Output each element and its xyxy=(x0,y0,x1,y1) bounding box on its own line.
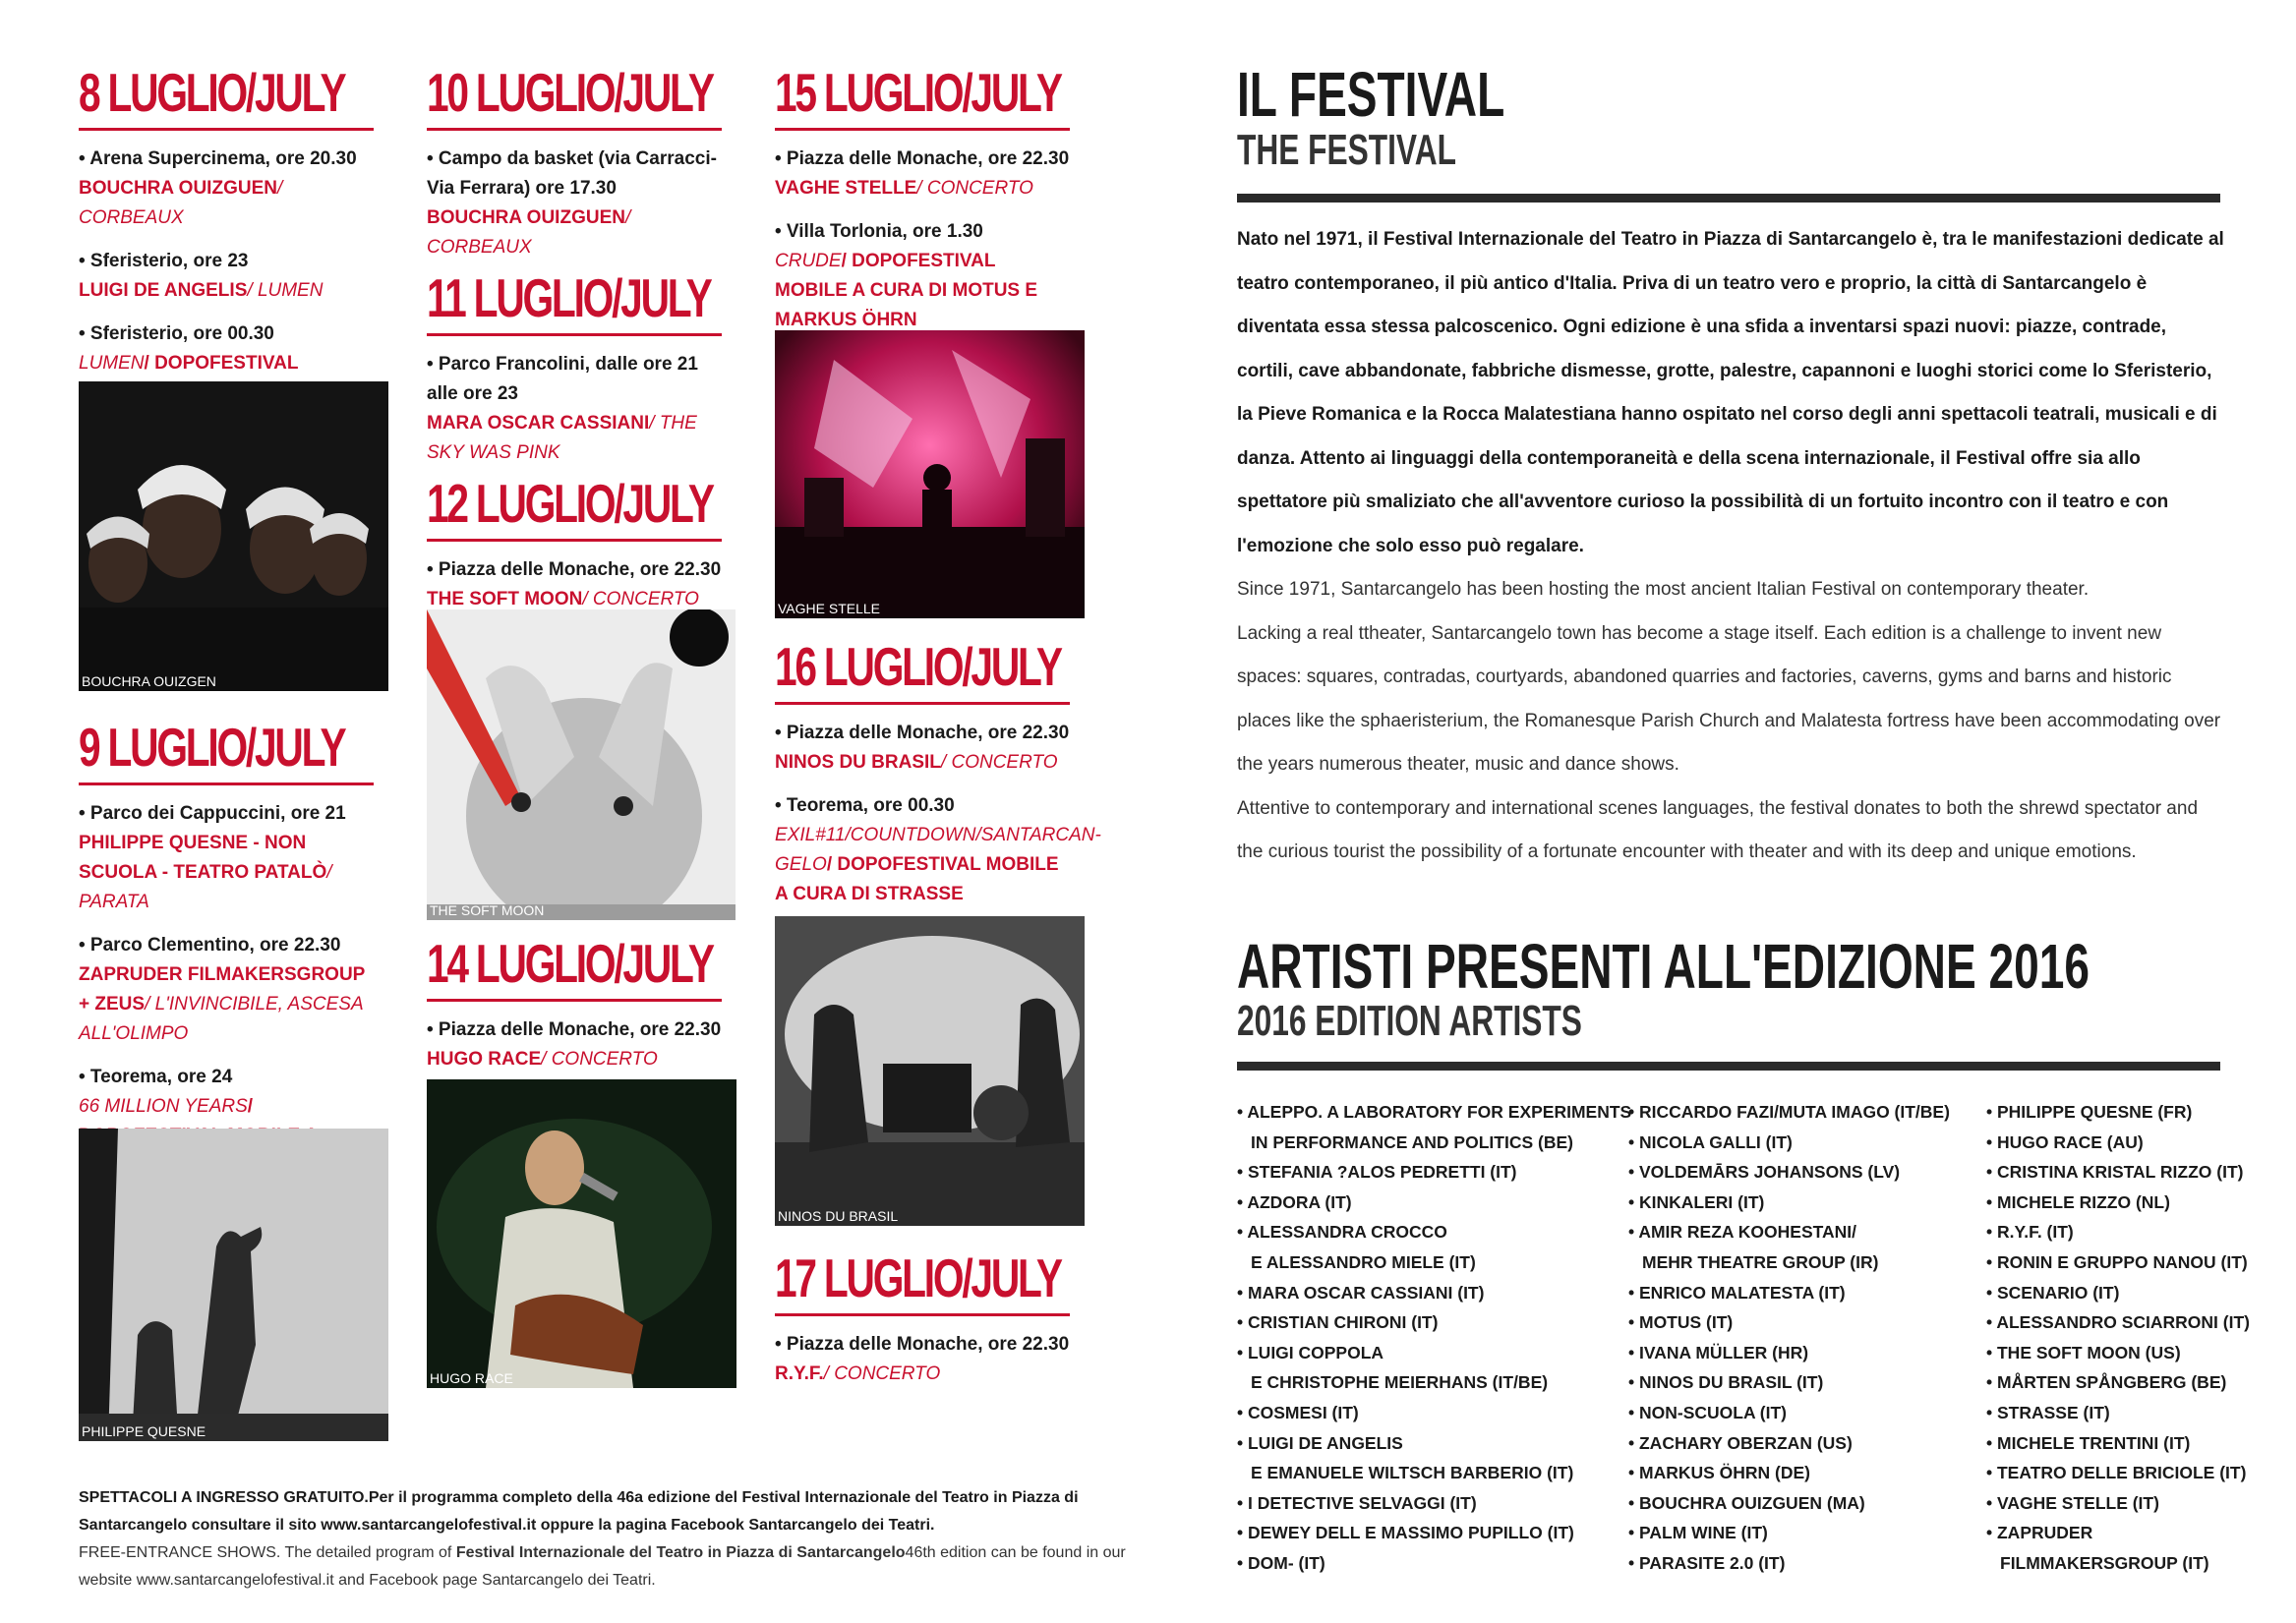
date-divider xyxy=(775,1313,1070,1316)
event-genre: THE SKY WAS PINK xyxy=(427,413,697,463)
event-separator: / xyxy=(940,752,952,773)
program-column-3 xyxy=(775,61,1070,349)
event-place: • Sferisterio, ore 23 xyxy=(79,251,249,271)
photo-vaghe-stelle xyxy=(775,330,1085,618)
artist-item: • I DETECTIVE SELVAGGI (IT) xyxy=(1237,1492,1477,1513)
photo-hands-face xyxy=(427,609,736,920)
day-block-11 xyxy=(427,266,722,468)
event-genre: CONCERTO xyxy=(834,1363,941,1384)
event-artist: VAGHE STELLE xyxy=(775,178,917,199)
date-heading: 8 LUGLIO/JULY xyxy=(79,62,345,123)
photo-bouchra-ouizguen xyxy=(79,381,388,691)
event-item xyxy=(79,799,374,917)
photo-caption: PHILIPPE QUESNE xyxy=(82,1423,206,1439)
artist-item: • KINKALERI (IT) xyxy=(1628,1191,1765,1212)
artist-item: • CRISTIAN CHIRONI (IT) xyxy=(1237,1312,1439,1333)
artists-header xyxy=(1237,931,2296,1045)
festival-text xyxy=(1237,218,2225,875)
event-artist: NINOS DU BRASIL xyxy=(775,752,941,773)
event-artist: / DOPOFESTIVAL MOBILE A CURA DI MOTUS E MARKUS ÖHRN xyxy=(775,251,1038,330)
artist-item: • DOM- (IT) xyxy=(1237,1552,1325,1573)
event-genre: CONCERTO xyxy=(592,589,699,609)
artist-item: • VOLDEMĀRS JOHANSONS (LV) xyxy=(1628,1162,1901,1183)
event-item xyxy=(79,145,374,233)
artist-item: • NINOS DU BRASIL (IT) xyxy=(1628,1372,1824,1393)
artist-item: • SCENARIO (IT) xyxy=(1986,1282,2120,1303)
event-genre: CONCERTO xyxy=(926,178,1033,199)
event-genre: LUMEN xyxy=(257,280,324,301)
artist-item: • STRASSE (IT) xyxy=(1986,1402,2110,1422)
event-item xyxy=(775,145,1070,203)
event-item xyxy=(775,791,1101,909)
day-block-15 xyxy=(775,61,1070,335)
artist-item: • PHILIPPE QUESNE (FR) xyxy=(1986,1102,2193,1122)
day-block-16 xyxy=(775,635,1101,909)
event-separator: / xyxy=(247,280,258,301)
event-separator: / xyxy=(649,413,660,434)
event-genre: PARATA xyxy=(79,892,149,912)
artists-subtitle: 2016 EDITION ARTISTS xyxy=(1237,997,1582,1045)
event-place: • Piazza delle Monache, ore 22.30 xyxy=(775,148,1070,169)
day-block-12 xyxy=(427,472,722,614)
event-artist: BOUCHRA OUIZGUEN xyxy=(427,207,625,228)
footer-en-rest: 46th edition can be found in our website www.santarcangelofestival.it and Facebook page Santarcangelo dei Teatri. xyxy=(79,1544,1126,1589)
event-artist: THE SOFT MOON xyxy=(427,589,583,609)
festival-header xyxy=(1237,61,1609,173)
photo-singer-guitar xyxy=(427,1079,736,1388)
artist-item: • ZACHARY OBERZAN (US) xyxy=(1628,1432,1853,1453)
artist-item: • MARA OSCAR CASSIANI (IT) xyxy=(1237,1282,1485,1303)
photo-drummers-stage xyxy=(775,916,1085,1226)
artists-divider xyxy=(1237,1062,2220,1071)
event-place: • Campo da basket (via Carracci-Via Ferrara) ore 17.30 xyxy=(427,148,717,199)
artist-item: • STEFANIA ?ALOS PEDRETTI (IT) xyxy=(1237,1162,1517,1183)
photo-caption: VAGHE STELLE xyxy=(778,601,881,616)
event-place: • Piazza delle Monache, ore 22.30 xyxy=(775,1334,1070,1355)
artist-item: • VAGHE STELLE (IT) xyxy=(1986,1492,2159,1513)
festival-text-en-2: Lacking a real ttheater, Santarcangelo town has become a stage itself. Each edition is a challenge to invent new spaces: squares, contradas, courtyards, abandoned quarries and factories, caverns, gyms and barns and historic places like the sphaeristerium, the Romanesque Parish Church and Malatesta fortress have been accommodating over the years numerous theater, music and dance shows. xyxy=(1237,622,2221,775)
date-divider xyxy=(79,783,374,785)
event-artist: HUGO RACE xyxy=(427,1049,542,1070)
artists-title: ARTISTI PRESENTI ALL'EDIZIONE 2016 xyxy=(1237,931,2090,1002)
footer-it-bold: SPETTACOLI A INGRESSO GRATUITO. xyxy=(79,1489,369,1506)
date-heading: 16 LUGLIO/JULY xyxy=(775,636,1061,697)
artist-item: • MÅRTEN SPÅNGBERG (BE) xyxy=(1986,1372,2227,1393)
festival-text-it: Nato nel 1971, il Festival Internazionale del Teatro in Piazza di Santarcangelo è, tra le manifestazioni dedicate al teatro contemporaneo, il più antico d'Italia. Priva di un teatro vero e proprio, la città di Santarcangelo è diventata essa stessa palcoscenico. Ogni edizione è una sfida a inventarsi spazi nuovi: piazze, contrade, cortili, cave abbandonate, fabbriche dismesse, grotte, palestre, capannoni e luoghi storici come lo Sferisterio, la Pieve Romanica e la Rocca Malatestiana hanno ospitato nel corso degli anni spettacoli teatrali, musicali e di danza. Attento ai linguaggi della contemporaneità e della scena internazionale, il Festival offre sia allo spettatore più smaliziato che all'avventore curioso la possibilità di un fortuito incontro con il teatro e con l'emozione che solo esso può regalare. xyxy=(1237,229,2224,556)
event-item xyxy=(775,719,1070,778)
artist-item: • LUIGI COPPOLA xyxy=(1237,1342,1384,1362)
event-place: • Sferisterio, ore 00.30 xyxy=(79,323,274,344)
date-heading: 12 LUGLIO/JULY xyxy=(427,473,713,534)
artist-item: • THE SOFT MOON (US) xyxy=(1986,1342,2181,1362)
event-genre: 66 MILLION YEARS xyxy=(79,1096,248,1117)
date-divider xyxy=(427,128,722,131)
artist-item: • PALM WINE (IT) xyxy=(1628,1523,1768,1543)
date-divider xyxy=(775,128,1070,131)
date-heading: 14 LUGLIO/JULY xyxy=(427,933,713,994)
event-genre: CORBEAUX xyxy=(79,207,184,228)
event-separator: / xyxy=(582,589,593,609)
event-separator: / xyxy=(916,178,927,199)
event-separator: / xyxy=(145,994,155,1014)
artist-item: E CHRISTOPHE MEIERHANS (IT/BE) xyxy=(1251,1372,1549,1393)
program-column-3-c xyxy=(775,1246,1070,1403)
event-place: • Piazza delle Monache, ore 22.30 xyxy=(427,559,722,580)
photo-caption: THE SOFT MOON xyxy=(430,902,545,918)
festival-subtitle: THE FESTIVAL xyxy=(1237,126,1456,174)
event-item xyxy=(427,145,722,262)
event-separator: / xyxy=(823,1363,835,1384)
artist-item: E ALESSANDRO MIELE (IT) xyxy=(1251,1251,1476,1272)
photo-hugo-race xyxy=(427,1079,736,1388)
event-place: • Parco dei Cappuccini, ore 21 xyxy=(79,803,346,824)
event-place: • Teorema, ore 24 xyxy=(79,1067,233,1087)
artists-list-col-1 xyxy=(1237,1097,1631,1579)
event-artist: / DOPOFESTIVAL MOBILE A CURA DI STRASSE xyxy=(775,854,1059,904)
artist-item: FILMMAKERSGROUP (IT) xyxy=(2000,1552,2209,1573)
footer-it xyxy=(79,1484,1141,1539)
photo-caption: BOUCHRA OUIZGEN xyxy=(82,673,216,689)
artist-item: E EMANUELE WILTSCH BARBERIO (IT) xyxy=(1251,1463,1574,1483)
artist-item: • IVANA MÜLLER (HR) xyxy=(1628,1342,1809,1362)
artist-item: • ALESSANDRO SCIARRONI (IT) xyxy=(1986,1312,2250,1333)
event-place: • Arena Supercinema, ore 20.30 xyxy=(79,148,357,169)
artist-item: • RONIN E GRUPPO NANOU (IT) xyxy=(1986,1251,2248,1272)
footer-note xyxy=(79,1484,1141,1594)
photo-stage-lights xyxy=(775,330,1085,618)
artist-item: • HUGO RACE (AU) xyxy=(1986,1131,2144,1152)
program-column-2 xyxy=(427,61,722,628)
event-item xyxy=(775,217,1070,335)
event-item xyxy=(427,1015,722,1074)
event-separator: / xyxy=(276,178,283,199)
event-artist: BOUCHRA OUIZGUEN xyxy=(79,178,277,199)
event-artist: ZAPRUDER FILMAKERSGROUP + ZEUS xyxy=(79,964,365,1014)
artist-item: • LUIGI DE ANGELIS xyxy=(1237,1432,1403,1453)
event-genre: CONCERTO xyxy=(951,752,1058,773)
event-item xyxy=(775,1330,1070,1389)
event-place: • Teorema, ore 00.30 xyxy=(775,795,955,816)
artist-item: IN PERFORMANCE AND POLITICS (BE) xyxy=(1251,1131,1573,1152)
program-column-3-b xyxy=(775,635,1101,923)
event-artist: / DOPOFESTIVAL xyxy=(144,353,299,374)
footer-en-pre: FREE-ENTRANCE SHOWS. The detailed program of xyxy=(79,1544,456,1561)
artist-item: • CRISTINA KRISTAL RIZZO (IT) xyxy=(1986,1162,2244,1183)
date-divider xyxy=(427,999,722,1002)
artist-item: • MOTUS (IT) xyxy=(1628,1312,1734,1333)
event-genre: L'INVINCIBILE, ASCESA ALL'OLIMPO xyxy=(79,994,363,1044)
date-heading: 15 LUGLIO/JULY xyxy=(775,62,1061,123)
event-genre: CRUDE xyxy=(775,251,842,271)
artist-item: • AZDORA (IT) xyxy=(1237,1191,1352,1212)
artist-item: • TEATRO DELLE BRICIOLE (IT) xyxy=(1986,1463,2247,1483)
date-divider xyxy=(775,702,1070,705)
date-heading: 10 LUGLIO/JULY xyxy=(427,62,713,123)
event-place: • Parco Francolini, dalle ore 21 alle ore 23 xyxy=(427,354,698,404)
artist-item: • NON-SCUOLA (IT) xyxy=(1628,1402,1788,1422)
artist-item: • MICHELE RIZZO (NL) xyxy=(1986,1191,2170,1212)
event-genre: CONCERTO xyxy=(551,1049,658,1070)
artist-item: • BOUCHRA OUIZGUEN (MA) xyxy=(1628,1492,1865,1513)
festival-text-en-3: Attentive to contemporary and international scenes languages, the festival donates to both the shrewd spectator and the curious tourist the possibility of a fortunate encounter with theater and with its deep and unique emotions. xyxy=(1237,797,2199,862)
artist-item: • RICCARDO FAZI/MUTA IMAGO (IT/BE) xyxy=(1628,1102,1950,1122)
festival-divider xyxy=(1237,194,2220,203)
footer-it-rest: Per il programma completo della 46a edizione del Festival Internazionale del Teatro in Piazza di Santarcangelo consultare il sito www.santarcangelofestival.it oppure la pagina Facebook Santarcangelo dei Teatri. xyxy=(79,1489,1079,1534)
date-heading: 17 LUGLIO/JULY xyxy=(775,1247,1061,1308)
event-item xyxy=(79,931,374,1049)
footer-en xyxy=(79,1539,1141,1594)
event-artist: R.Y.F. xyxy=(775,1363,824,1384)
event-item xyxy=(427,555,722,614)
day-block-17 xyxy=(775,1246,1070,1389)
event-genre: LUMEN xyxy=(79,353,145,374)
date-divider xyxy=(427,539,722,542)
artist-item: • ALEPPO. A LABORATORY FOR EXPERIMENTS xyxy=(1237,1102,1632,1122)
event-artist: / xyxy=(247,1096,254,1117)
artist-item: • DEWEY DELL E MASSIMO PUPILLO (IT) xyxy=(1237,1523,1574,1543)
artist-item: • AMIR REZA KOOHESTANI/ xyxy=(1628,1222,1857,1243)
event-separator: / xyxy=(541,1049,552,1070)
artist-item: • MARKUS ÖHRN (DE) xyxy=(1628,1463,1811,1483)
artists-list-col-3 xyxy=(1986,1097,2250,1579)
day-block-9 xyxy=(79,716,374,1181)
footer-en-bold: Festival Internazionale del Teatro in Piazza di Santarcangelo xyxy=(455,1544,906,1561)
date-divider xyxy=(427,333,722,336)
event-artist: PHILIPPE QUESNE - NON SCUOLA - TEATRO PATALÒ xyxy=(79,833,327,883)
event-genre: CORBEAUX xyxy=(427,237,532,258)
event-place: • Piazza delle Monache, ore 22.30 xyxy=(775,723,1070,743)
day-block-14 xyxy=(427,932,722,1074)
artist-item: • ALESSANDRA CROCCO xyxy=(1237,1222,1447,1243)
event-place: • Piazza delle Monache, ore 22.30 xyxy=(427,1019,722,1040)
festival-title: IL FESTIVAL xyxy=(1237,59,1505,130)
artist-item: • ZAPRUDER xyxy=(1986,1523,2093,1543)
photo-philippe-quesne xyxy=(79,1129,388,1441)
event-artist: LUIGI DE ANGELIS xyxy=(79,280,248,301)
date-divider xyxy=(79,128,374,131)
photo-ninos-du-brasil xyxy=(775,916,1085,1226)
photo-women-headscarves xyxy=(79,381,388,691)
event-place: • Villa Torlonia, ore 1.30 xyxy=(775,221,983,242)
program-column-2-b xyxy=(427,932,722,1088)
artists-list-col-2 xyxy=(1628,1097,1950,1579)
event-separator: / xyxy=(624,207,631,228)
photo-shadow-figures xyxy=(79,1129,388,1441)
photo-caption: NINOS DU BRASIL xyxy=(778,1208,899,1224)
artist-item: • R.Y.F. (IT) xyxy=(1986,1222,2074,1243)
festival-text-en-1: Since 1971, Santarcangelo has been hosting the most ancient Italian Festival on contemporary theater. xyxy=(1237,579,2090,600)
day-block-10 xyxy=(427,61,722,262)
artist-item: • MICHELE TRENTINI (IT) xyxy=(1986,1432,2191,1453)
artist-item: • NICOLA GALLI (IT) xyxy=(1628,1131,1793,1152)
date-heading: 9 LUGLIO/JULY xyxy=(79,717,345,778)
event-item xyxy=(79,247,374,306)
program-column-1-b xyxy=(79,716,374,1194)
artist-item: MEHR THEATRE GROUP (IR) xyxy=(1642,1251,1879,1272)
date-heading: 11 LUGLIO/JULY xyxy=(427,267,711,328)
photo-the-soft-moon xyxy=(427,609,736,920)
photo-caption: HUGO RACE xyxy=(430,1370,513,1386)
artist-item: • PARASITE 2.0 (IT) xyxy=(1628,1552,1786,1573)
event-separator: / xyxy=(326,862,332,883)
event-item xyxy=(427,350,722,468)
artist-item: • ENRICO MALATESTA (IT) xyxy=(1628,1282,1846,1303)
event-artist: MARA OSCAR CASSIANI xyxy=(427,413,650,434)
artist-item: • COSMESI (IT) xyxy=(1237,1402,1359,1422)
event-genre: EXIL#11/COUNTDOWN/SANTARCAN-GELO xyxy=(775,825,1101,875)
event-place: • Parco Clementino, ore 22.30 xyxy=(79,935,341,956)
